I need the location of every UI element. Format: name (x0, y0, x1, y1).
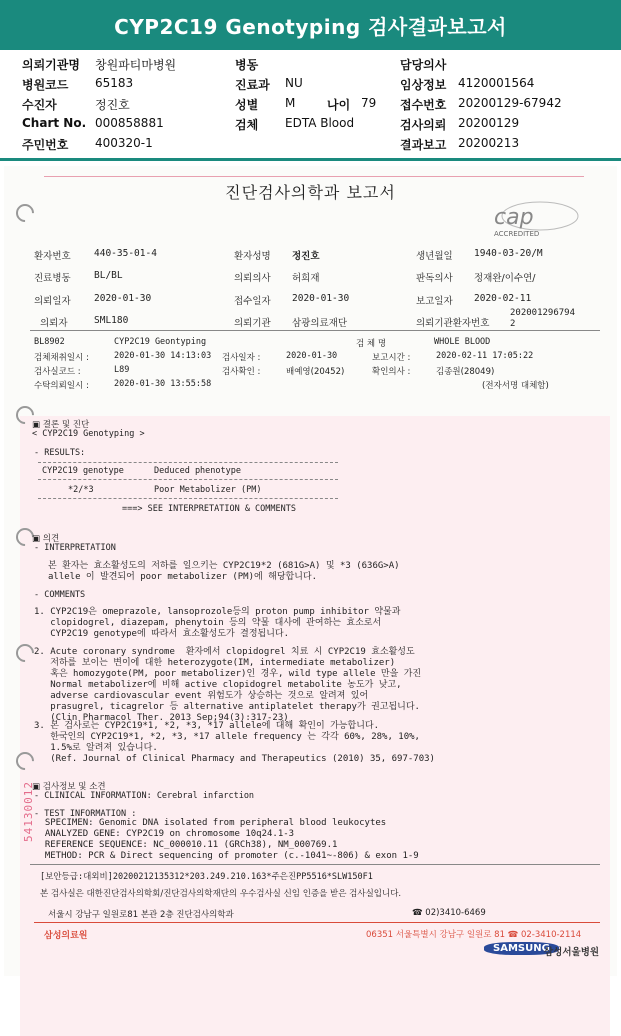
banner-title: CYP2C19 Genotyping 검사결과보고서 (114, 14, 507, 39)
footer-address: 06351 서울특별시 강남구 일원로 81 ☎ 02-3410-2114 (366, 930, 582, 940)
info-label: 보고일자 (416, 296, 453, 307)
e-signature-note: (전자서명 대체함) (482, 381, 549, 391)
report-banner (0, 0, 621, 50)
interpretation-text: 본 환자는 효소활성도의 저하를 일으키는 CYP2C19*2 (681G>A) 및 *3 (636G>A) allele 이 발견되어 poor metabolizer (PM)에 해당합니다. (48, 561, 400, 582)
phenotype-value: Poor Metabolizer (PM) (154, 485, 262, 495)
info-label: 의뢰자 (40, 318, 68, 329)
header-value: EDTA Blood (285, 116, 355, 130)
report-title: 진단검사의학과 보고서 (225, 183, 396, 202)
header-value: 65183 (95, 76, 134, 90)
header-label: 검체 (235, 118, 259, 132)
header-label: 의뢰기관명 (22, 58, 80, 72)
header-label: 접수번호 (400, 98, 447, 112)
clinical-information: - CLINICAL INFORMATION: Cerebral infarction (34, 791, 255, 801)
footer-divider (30, 864, 600, 865)
samsung-logo: SAMSUNG (484, 942, 559, 955)
header-label: Chart No. (22, 116, 87, 130)
info-value: 1940-03-20/M (474, 248, 543, 259)
sub-value: L89 (114, 365, 130, 375)
header-row (0, 96, 621, 115)
patient-header (0, 52, 621, 158)
see-interpretation: ===> SEE INTERPRETATION & COMMENTS (122, 504, 296, 514)
info-label: 생년월일 (416, 251, 453, 262)
lab-phone: ☎ 02)3410-6469 (412, 908, 486, 918)
info-value: 2020-01-30 (292, 293, 350, 304)
header-row (0, 116, 621, 135)
info-label: 의뢰기관 (234, 318, 271, 329)
info-label: 진료병동 (34, 273, 71, 284)
testinfo-heading: ▣ 검사정보 및 소견 (32, 782, 106, 792)
header-label: 결과보고 (400, 138, 447, 152)
results-rule (38, 479, 338, 480)
header-label: 주민번호 (22, 138, 69, 152)
sub-label: 검체채취일시 : (34, 353, 89, 363)
side-barcode-number: 54130012 (22, 781, 35, 842)
comment-3: 3. 본 검사로는 CYP2C19*1, *2, *3, *17 allele에 대해 확인이 가능합니다. 한국인의 CYP2C19*1, *2, *3, *17 allele frequency 는 각각 60%, 28%, 10%, 1.5%로 알려져 있습니다. (Ref. Journal of Clinical Pharmacy and Therapeutics (2010) 35, 697-703) (34, 721, 435, 764)
results-label: - RESULTS: (34, 448, 86, 458)
header-row (0, 136, 621, 155)
header-divider (0, 158, 621, 161)
info-label: 의뢰의사 (234, 273, 271, 284)
sub-label: 확인의사 : (372, 367, 411, 377)
test-name: CYP2C19 Geontyping (114, 337, 207, 347)
header-label: 담당의사 (400, 58, 447, 72)
info-value: 삼광의료재단 (292, 318, 348, 329)
specimen-label: 검 체 명 (356, 339, 387, 349)
sub-value: 2020-01-30 14:13:03 (114, 351, 212, 361)
footer-red-rule (34, 922, 600, 923)
header-label: 수진자 (22, 98, 57, 112)
test-code: BL8902 (34, 337, 65, 347)
header-value: 20200129 (458, 116, 520, 130)
header-value: 4120001564 (458, 76, 535, 90)
test-information-lines: SPECIMEN: Genomic DNA isolated from peripheral blood leukocytes ANALYZED GENE: CYP2C19 on chromosome 10q24.1-3 REFERENCE SEQUENCE: NC_000010.11 (GRCh38), NM_000769.1 METHOD: PCR & Direct sequencing of promoter (c.-1041~-806) & exon 1-9 (44, 818, 419, 861)
opinion-heading: ▣ 의견 (32, 534, 60, 544)
info-value: 2020-01-30 (94, 293, 152, 304)
sub-value: 2020-02-11 17:05:22 (436, 351, 534, 361)
interpretation-label: - INTERPRETATION (34, 543, 116, 553)
info-value: 허희재 (292, 273, 320, 284)
sub-value: 배예영(20452) (286, 367, 345, 377)
header-label: 검사의뢰 (400, 118, 447, 132)
sub-label: 검사확인 : (222, 367, 261, 377)
info-label: 환자번호 (34, 251, 71, 262)
results-rule (38, 498, 338, 499)
test-information-label: - TEST INFORMATION : (34, 809, 137, 819)
punch-hole-icon (12, 200, 37, 225)
info-value: 440-35-01-4 (94, 248, 157, 259)
header-value: M (285, 96, 296, 110)
header-label: 병원코드 (22, 78, 69, 92)
sub-label: 검사일자 : (222, 353, 261, 363)
cap-sub-text: ACCREDITED (494, 230, 540, 238)
header-value: 정진호 (95, 98, 130, 112)
info-label: 의뢰일자 (34, 296, 71, 307)
header-value: 000858881 (95, 116, 164, 130)
sub-value: 2020-01-30 (286, 351, 338, 361)
scanned-report (4, 166, 617, 976)
info-value: 정재완/이수연/ (474, 273, 536, 284)
info-value: SML180 (94, 315, 129, 326)
footer-logo: 삼성의료원 (44, 931, 88, 941)
header-row (0, 76, 621, 95)
security-line: [보안등급:대외비]20200212135312*203.249.210.163*주은진PP5516*SLW150F1 (40, 872, 373, 882)
header-value: 400320-1 (95, 136, 153, 150)
hospital-name: 삼성서울병원 (544, 947, 600, 958)
age-label: 나이 (327, 98, 351, 112)
phenotype-col-header: Deduced phenotype (154, 466, 241, 476)
comment-1: 1. CYP2C19은 omeprazole, lansoprozole등의 proton pump inhibitor 약물과 clopidogrel, diazepam, phenytoin 등의 약물 대사에 관여하는 효소로서 CYP2C19 genotype에 따라서 효소활성도가 결정됩니다. (34, 607, 401, 639)
header-label: 성별 (235, 98, 259, 112)
sub-label: 수탁의뢰일시 : (34, 381, 89, 391)
header-value: NU (285, 76, 303, 90)
header-value: 20200213 (458, 136, 520, 150)
comments-label: - COMMENTS (34, 590, 86, 600)
age-value: 79 (361, 96, 377, 110)
info-label: 환자성명 (234, 251, 271, 262)
header-value: 20200129-67942 (458, 96, 562, 110)
header-value: 창원파티마병원 (95, 58, 177, 72)
cap-logo-text: cap (494, 205, 534, 230)
comment-2: 2. Acute coronary syndrome 환자에서 clopidogrel 치료 시 CYP2C19 효소활성도 저하를 보이는 변이에 대한 heterozygote(IM, intermediate metabolizer) 혹은 homozygote(PM, poor metabolizer)인 경우, wild type allele 만을 가진 Normal metabolizer에 비해 active clopidogrel metabolite 농도가 낮고, adverse cardiovascular event 위험도가 상승하는 것으로 알려져 있어 prasugrel, ticagrelor 등 alternative antiplatelet therapy가 권고됩니다. (Clin Pharmacol Ther. 2013 Sep;94(3):317-23) (34, 647, 422, 723)
top-rule (44, 176, 584, 177)
info-label: 판독의사 (416, 273, 453, 284)
info-value: 202001296794 2 (510, 308, 576, 329)
sub-label: 검사실코드 : (34, 367, 81, 377)
header-label: 임상정보 (400, 78, 447, 92)
lab-address: 서울시 강남구 일원로81 본관 2층 진단검사의학과 (48, 910, 234, 920)
genotype-col-header: CYP2C19 genotype (42, 466, 124, 476)
info-label: 접수일자 (234, 296, 271, 307)
info-value: BL/BL (94, 270, 123, 281)
result-heading: ▣ 결론 및 진단 (32, 420, 90, 430)
info-divider (30, 330, 600, 331)
cap-accredited-logo (490, 198, 580, 240)
sub-value: 2020-01-30 13:55:58 (114, 379, 212, 389)
certification-note: 본 검사실은 대한진단검사의학회/진단검사의학재단의 우수검사실 신임 인증을 받은 검사실입니다. (40, 889, 402, 899)
result-subtitle: < CYP2C19 Genotyping > (32, 429, 145, 439)
genotype-value: *2/*3 (68, 485, 94, 495)
results-rule (38, 462, 338, 463)
info-value: 2020-02-11 (474, 293, 532, 304)
info-label: 의뢰기관환자번호 (416, 318, 490, 329)
header-label: 병동 (235, 58, 259, 72)
header-label: 진료과 (235, 78, 270, 92)
specimen-value: WHOLE BLOOD (434, 337, 491, 347)
sub-label: 보고시간 : (372, 353, 411, 363)
info-value: 정진호 (292, 251, 320, 262)
sub-value: 김종원(28049) (436, 367, 495, 377)
header-row (0, 56, 621, 75)
